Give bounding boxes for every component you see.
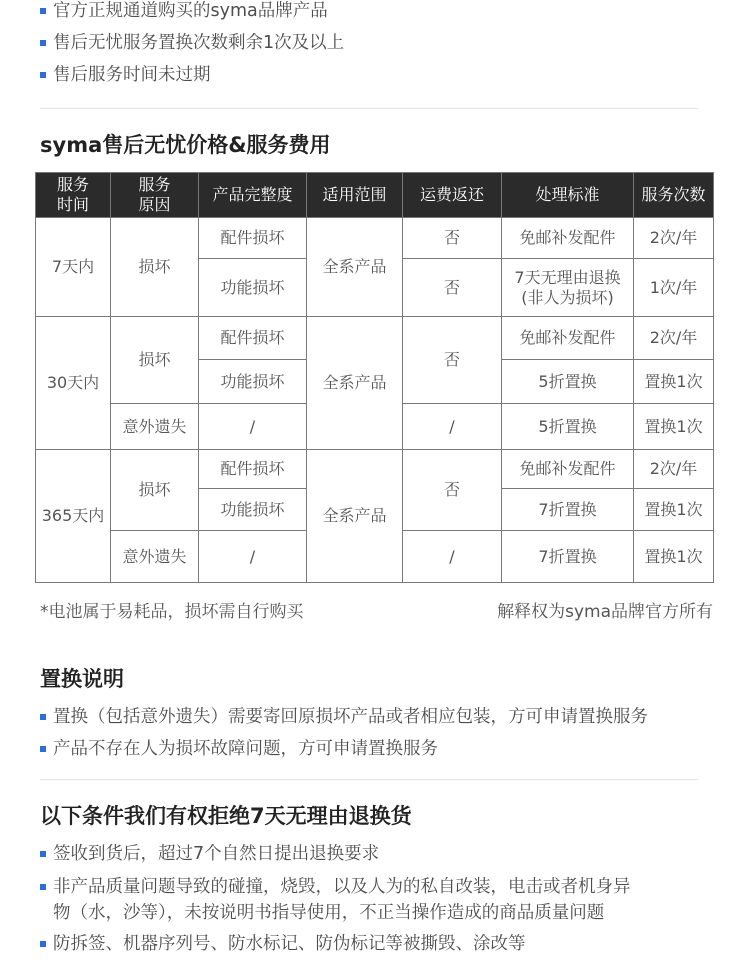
- battery-note: *电池属于易耗品，损坏需自行购买: [40, 602, 304, 622]
- integrity-cell: 功能损坏: [199, 360, 307, 404]
- eligibility-item: 售后服务时间未过期: [40, 59, 344, 91]
- col-scope-header: 适用范围: [307, 173, 403, 218]
- count-cell: 2次/年: [634, 317, 714, 360]
- standard-cell: 免邮补发配件: [502, 218, 634, 259]
- col-integrity-header: 产品完整度: [199, 173, 307, 218]
- integrity-cell: /: [199, 531, 307, 583]
- shipping-cell: 否: [403, 259, 502, 317]
- standard-cell: 7折置换: [502, 531, 634, 583]
- integrity-cell: 功能损坏: [199, 489, 307, 531]
- replacement-list: [40, 701, 648, 765]
- eligibility-list: [40, 0, 344, 91]
- eligibility-item: 官方正规通道购买的syma品牌产品: [40, 0, 344, 27]
- replacement-item: 置换（包括意外遗失）需要寄回原损坏产品或者相应包装，方可申请置换服务: [40, 701, 648, 733]
- table-row: [36, 317, 714, 360]
- standard-cell: 免邮补发配件: [502, 317, 634, 360]
- col-shipping-header: 运费返还: [403, 173, 502, 218]
- integrity-cell: 配件损坏: [199, 317, 307, 360]
- divider: [40, 108, 698, 109]
- shipping-cell: 否: [403, 450, 502, 531]
- scope-cell: 全系产品: [307, 317, 403, 450]
- period-cell: 365天内: [36, 450, 111, 583]
- rights-note: 解释权为syma品牌官方所有: [497, 602, 713, 622]
- period-cell: 30天内: [36, 317, 111, 450]
- shipping-cell: 否: [403, 218, 502, 259]
- reason-cell: 意外遗失: [111, 531, 199, 583]
- col-count-header: 服务次数: [634, 173, 714, 218]
- standard-cell: 7折置换: [502, 489, 634, 531]
- count-cell: 2次/年: [634, 450, 714, 489]
- integrity-cell: 功能损坏: [199, 259, 307, 317]
- col-reason-header: 服务 原因: [111, 173, 199, 218]
- reason-cell: 意外遗失: [111, 404, 199, 450]
- col-standard-header: 处理标准: [502, 173, 634, 218]
- shipping-cell: 否: [403, 317, 502, 404]
- count-cell: 置换1次: [634, 489, 714, 531]
- divider: [40, 779, 698, 780]
- shipping-cell: /: [403, 531, 502, 583]
- table-row: [36, 218, 714, 259]
- integrity-cell: /: [199, 404, 307, 450]
- refusal-item: 签收到货后，超过7个自然日提出退换要求: [40, 838, 631, 870]
- standard-cell: 7天无理由退换 (非人为损坏): [502, 259, 634, 317]
- reason-cell: 损坏: [111, 218, 199, 317]
- refusal-item: 非产品质量问题导致的碰撞，烧毁，以及人为的私自改装，电击或者机身异 物（水，沙等），未按说明书指导使用，不正当操作造成的商品质量问题: [40, 874, 631, 926]
- refusal-item: 防拆签、机器序列号、防水标记、防伪标记等被撕毁、涂改等: [40, 928, 631, 960]
- period-cell: 7天内: [36, 218, 111, 317]
- count-cell: 2次/年: [634, 218, 714, 259]
- standard-cell: 5折置换: [502, 404, 634, 450]
- pricing-title: syma售后无忧价格&服务费用: [40, 133, 331, 157]
- table-header-row: [36, 173, 714, 218]
- service-fee-table: [35, 172, 714, 583]
- count-cell: 置换1次: [634, 404, 714, 450]
- eligibility-item: 售后无忧服务置换次数剩余1次及以上: [40, 27, 344, 59]
- replacement-item: 产品不存在人为损坏故障问题，方可申请置换服务: [40, 733, 648, 765]
- count-cell: 置换1次: [634, 531, 714, 583]
- count-cell: 1次/年: [634, 259, 714, 317]
- standard-cell: 5折置换: [502, 360, 634, 404]
- scope-cell: 全系产品: [307, 450, 403, 583]
- count-cell: 置换1次: [634, 360, 714, 404]
- integrity-cell: 配件损坏: [199, 218, 307, 259]
- integrity-cell: 配件损坏: [199, 450, 307, 489]
- standard-cell: 免邮补发配件: [502, 450, 634, 489]
- refusal-list: [40, 838, 631, 960]
- col-period-header: 服务 时间: [36, 173, 111, 218]
- table-row: [36, 450, 714, 489]
- shipping-cell: /: [403, 404, 502, 450]
- replacement-title: 置换说明: [40, 667, 124, 691]
- refusal-title: 以下条件我们有权拒绝7天无理由退换货: [40, 804, 412, 828]
- scope-cell: 全系产品: [307, 218, 403, 317]
- reason-cell: 损坏: [111, 317, 199, 404]
- reason-cell: 损坏: [111, 450, 199, 531]
